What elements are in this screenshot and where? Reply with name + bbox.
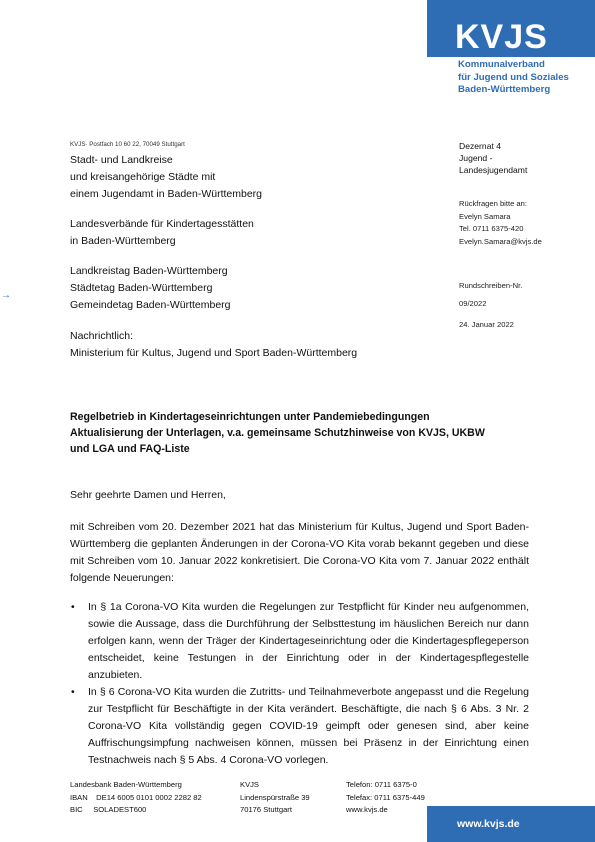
recipient-line: Landesverbände für Kindertagesstätten <box>70 218 254 230</box>
sender-line: KVJS· Postfach 10 60 22, 70049 Stuttgart <box>70 141 185 148</box>
subject-line: Aktualisierung der Unterlagen, v.a. gemeinsame Schutzhinweise von KVJS, UKBW <box>70 427 485 439</box>
footer-website[interactable]: www.kvjs.de <box>346 805 388 814</box>
list-item <box>70 599 529 684</box>
kvjs-logo: KVJS <box>455 18 548 56</box>
organization-line: Kommunalverband <box>458 59 545 70</box>
footer-address <box>240 779 310 817</box>
recipient-group-councils <box>70 263 231 314</box>
recipient-line: und kreisangehörige Städte mit <box>70 171 216 183</box>
organization-line: für Jugend und Soziales <box>458 71 569 83</box>
address-line: 70176 Stuttgart <box>240 805 292 814</box>
footer-bank <box>70 779 202 817</box>
sidebar-circular <box>459 280 522 310</box>
recipient-line: Landkreistag Baden-Württemberg <box>70 265 228 277</box>
body-paragraph: mit Schreiben vom 20. Dezember 2021 hat das Ministerium für Kultus, Jugend und Sport Baden-Württemberg die geplanten Änderungen in der Corona-VO Kita vorab bekannt gegeben und diese mit Schreiben vom 10. Januar 2022 konkretisiert. Die Corona-VO Kita vom 7. Januar 2022 enthält folgende Neuerungen: <box>70 521 529 584</box>
recipient-line: Stadt- und Landkreise <box>70 154 173 166</box>
bullet-icon: • <box>71 686 75 698</box>
bullet-icon: • <box>71 601 75 613</box>
subject-line: Regelbetrieb in Kindertageseinrichtungen unter Pandemiebedingungen <box>70 411 430 423</box>
address-line: KVJS <box>240 780 259 789</box>
letter-subject <box>70 409 540 457</box>
sidebar-contact <box>459 198 542 248</box>
recipient-group-municipalities <box>70 152 262 203</box>
margin-arrow-icon: → <box>1 290 11 301</box>
bullet-text: In § 1a Corona-VO Kita wurden die Regelungen zur Testpflicht für Kinder neu aufgenommen, sowie die Aussage, dass die Durchführung der Selbsttestung im häuslichen Bereich nur dann erfolgen kann, wenn der Träger der Kindertageseinrichtung oder die Kindertagespflegeperson entscheidet, keine Testungen in der Einrichtung oder in der Kindertagespflegestelle anzubieten. <box>88 601 529 681</box>
recipient-line: Ministerium für Kultus, Jugend und Sport Baden-Württemberg <box>70 347 358 359</box>
organization-line: Baden-Württemberg <box>458 84 551 95</box>
letter-date: 24. Januar 2022 <box>459 320 514 329</box>
department-line: Jugend - <box>459 153 493 163</box>
contact-label: Rückfragen bitte an: <box>459 199 527 208</box>
footer-phone: Telefon: 0711 6375-0 <box>346 780 417 789</box>
bank-bic: BIC SOLADEST600 <box>70 805 147 814</box>
salutation: Sehr geehrte Damen und Herren, <box>70 489 226 501</box>
contact-phone: Tel. 0711 6375-420 <box>459 224 524 233</box>
organization-name <box>458 59 569 97</box>
address-line: Lindenspürstraße 39 <box>240 792 310 802</box>
sidebar-department <box>459 140 527 176</box>
contact-email[interactable]: Evelyn.Samara@kvjs.de <box>459 236 542 246</box>
department-line: Landesjugendamt <box>459 165 528 175</box>
circular-label: Rundschreiben-Nr. <box>459 281 523 290</box>
bank-iban: IBAN DE14 6005 0101 0002 2282 82 <box>70 792 202 802</box>
contact-name: Evelyn Samara <box>459 211 511 221</box>
recipient-line: einem Jugendamt in Baden-Württemberg <box>70 188 263 200</box>
department-line: Dezernat 4 <box>459 141 502 151</box>
website-link[interactable]: www.kvjs.de <box>457 818 520 830</box>
recipient-line: Nachrichtlich: <box>70 330 134 342</box>
bullet-list <box>70 599 529 769</box>
recipient-line: in Baden-Württemberg <box>70 235 176 247</box>
circular-number: 09/2022 <box>459 298 487 308</box>
list-item <box>70 684 529 769</box>
bullet-text: In § 6 Corona-VO Kita wurden die Zutritts- und Teilnahmeverbote angepasst und die Regelung zur Testpflicht für Beschäftigte in der Kita verändert. Beschäftigte, die nach § 6 Abs. 3 Nr. 2 Corona-VO Kita vollständig gegen COVID-19 geimpft oder genesen sind, aber keine Auffrischungsimpfung nachweisen können, müssen bei Präsenz in der Einrichtung einen Testnachweis nach § 5 Abs. 4 Corona-VO vorlegen. <box>88 686 529 766</box>
recipient-line: Gemeindetag Baden-Württemberg <box>70 299 231 311</box>
subject-line: und LGA und FAQ-Liste <box>70 443 190 455</box>
recipient-group-cc <box>70 328 357 362</box>
footer-fax: Telefax: 0711 6375-449 <box>346 792 425 802</box>
bank-name: Landesbank Baden-Württemberg <box>70 780 182 789</box>
recipient-line: Städtetag Baden-Württemberg <box>70 282 213 294</box>
recipient-group-associations <box>70 216 254 250</box>
footer-contact <box>346 779 425 817</box>
